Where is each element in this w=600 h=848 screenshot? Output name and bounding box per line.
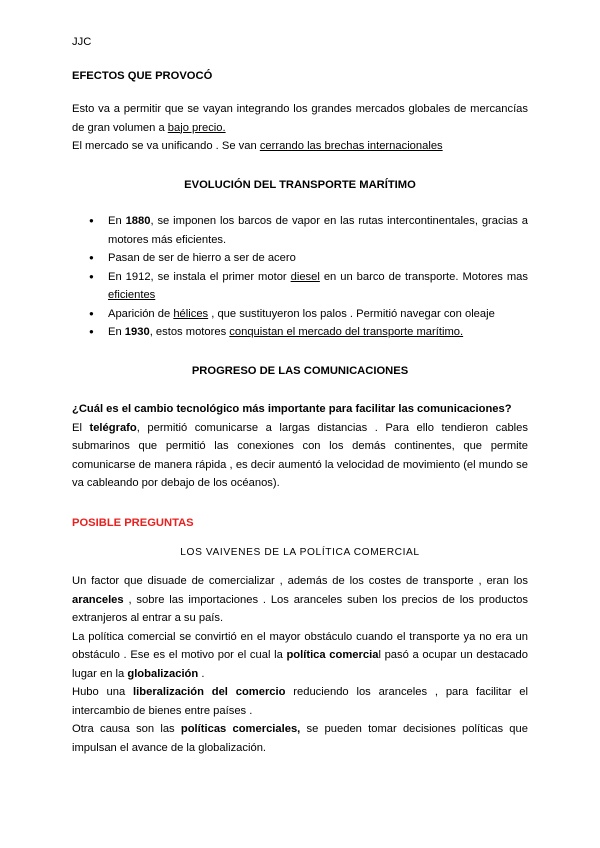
- bold-text: 1880: [125, 215, 151, 227]
- politica-comercial-body: [72, 572, 528, 757]
- text: En: [108, 326, 125, 338]
- section-title-posible-preguntas: POSIBLE PREGUNTAS: [72, 517, 194, 529]
- text: Esto va a permitir que se vayan integrando los grandes mercados globales de mercancías de gran volumen a: [72, 103, 528, 134]
- subtitle-politica-comercial: LOS VAIVENES DE LA POLÍTICA COMERCIAL: [180, 547, 420, 558]
- text: Un factor que disuade de comercializar , además de los costes de transporte , eran los: [72, 575, 528, 587]
- bold-text: ¿Cuál es el cambio tecnológico más importante para facilitar las comunicaciones?: [72, 403, 512, 415]
- text: , estos motores: [149, 326, 230, 338]
- text: Hubo una: [72, 686, 134, 698]
- paragraph-mercado-unificando: [72, 137, 528, 156]
- bold-text: política comercia: [286, 649, 379, 661]
- underlined-text: eficientes: [108, 289, 156, 301]
- text: .: [198, 667, 205, 680]
- section-title-transporte: EVOLUCIÓN DEL TRANSPORTE MARÍTIMO: [184, 179, 416, 191]
- bold-text: 1930: [124, 326, 150, 338]
- underlined-text: bajo precio.: [167, 121, 226, 134]
- text: en un barco de transporte. Motores mas: [319, 270, 528, 283]
- text: Pasan de ser de hierro a ser de acero: [108, 252, 296, 264]
- underlined-text: hélices: [173, 307, 209, 320]
- text: , permitió comunicarse a largas distancias . Para ello tendieron cables submarinos que permitió las conexiones con los demás continentes, que permite comunicarse de manera rápida , es decir aumentó la velocidad de movimiento (el mundo se va cableando por debajo de los océanos).: [72, 421, 528, 489]
- text: reduciendo los aranceles , para facilitar el intercambio de bienes entre países .: [72, 686, 528, 717]
- paragraph-otra-causa: [72, 720, 528, 757]
- text: Aparición de: [108, 307, 174, 320]
- text: , se imponen los barcos de vapor en las rutas intercontinentales, gracias a motores más eficientes.: [108, 215, 528, 246]
- section-efectos-body: [72, 100, 528, 156]
- text: Otra causa son las: [72, 723, 181, 735]
- paragraph-politica-comercial: [72, 628, 528, 684]
- list-item: [72, 268, 528, 305]
- header-initials: JJC: [72, 36, 92, 48]
- bold-text: globalización: [127, 667, 199, 680]
- text: La política comercial se convirtió en el mayor obstáculo cuando el transporte ya no era un obstáculo . Ese es el motivo por el cual la: [72, 630, 528, 661]
- list-item: [72, 249, 528, 268]
- bold-text: telégrafo: [89, 421, 137, 434]
- paragraph-aranceles: [72, 572, 528, 628]
- text: En: [108, 215, 126, 227]
- paragraph-telegrafo: [72, 419, 528, 493]
- text: , sobre las importaciones . Los aranceles suben los precios de los productos extranjeros al entrar a su país.: [72, 593, 528, 624]
- underlined-text: cerrando las brechas internacionales: [259, 140, 443, 152]
- bold-text: aranceles: [72, 593, 124, 606]
- text: El mercado se va unificando . Se van: [72, 140, 260, 152]
- text: , que sustituyeron los palos . Permitió navegar con oleaje: [208, 307, 495, 320]
- list-item: [72, 212, 528, 249]
- paragraph-liberalizacion: [72, 683, 528, 720]
- underlined-text: diesel: [290, 270, 320, 283]
- underlined-text: conquistan el mercado del transporte marítimo.: [229, 326, 464, 338]
- transporte-bullets-block: [72, 212, 528, 342]
- text: se pueden tomar decisiones políticas que impulsan el avance de la globalización.: [72, 723, 528, 754]
- bold-text: liberalización del comercio: [133, 686, 286, 698]
- comunicaciones-body: [72, 400, 528, 493]
- text: El: [72, 421, 90, 434]
- text: l pasó a ocupar un destacado lugar en la: [72, 649, 528, 680]
- paragraph-mercados: [72, 100, 528, 137]
- section-title-comunicaciones: PROGRESO DE LAS COMUNICACIONES: [191, 365, 409, 377]
- list-item: [72, 323, 528, 342]
- text: En 1912, se instala el primer motor: [108, 270, 291, 283]
- section-title-efectos: EFECTOS QUE PROVOCÓ: [72, 70, 213, 82]
- bold-text: políticas comerciales,: [180, 723, 301, 735]
- list-item: [72, 305, 528, 324]
- question: [72, 400, 528, 419]
- bullet-list: [72, 212, 528, 342]
